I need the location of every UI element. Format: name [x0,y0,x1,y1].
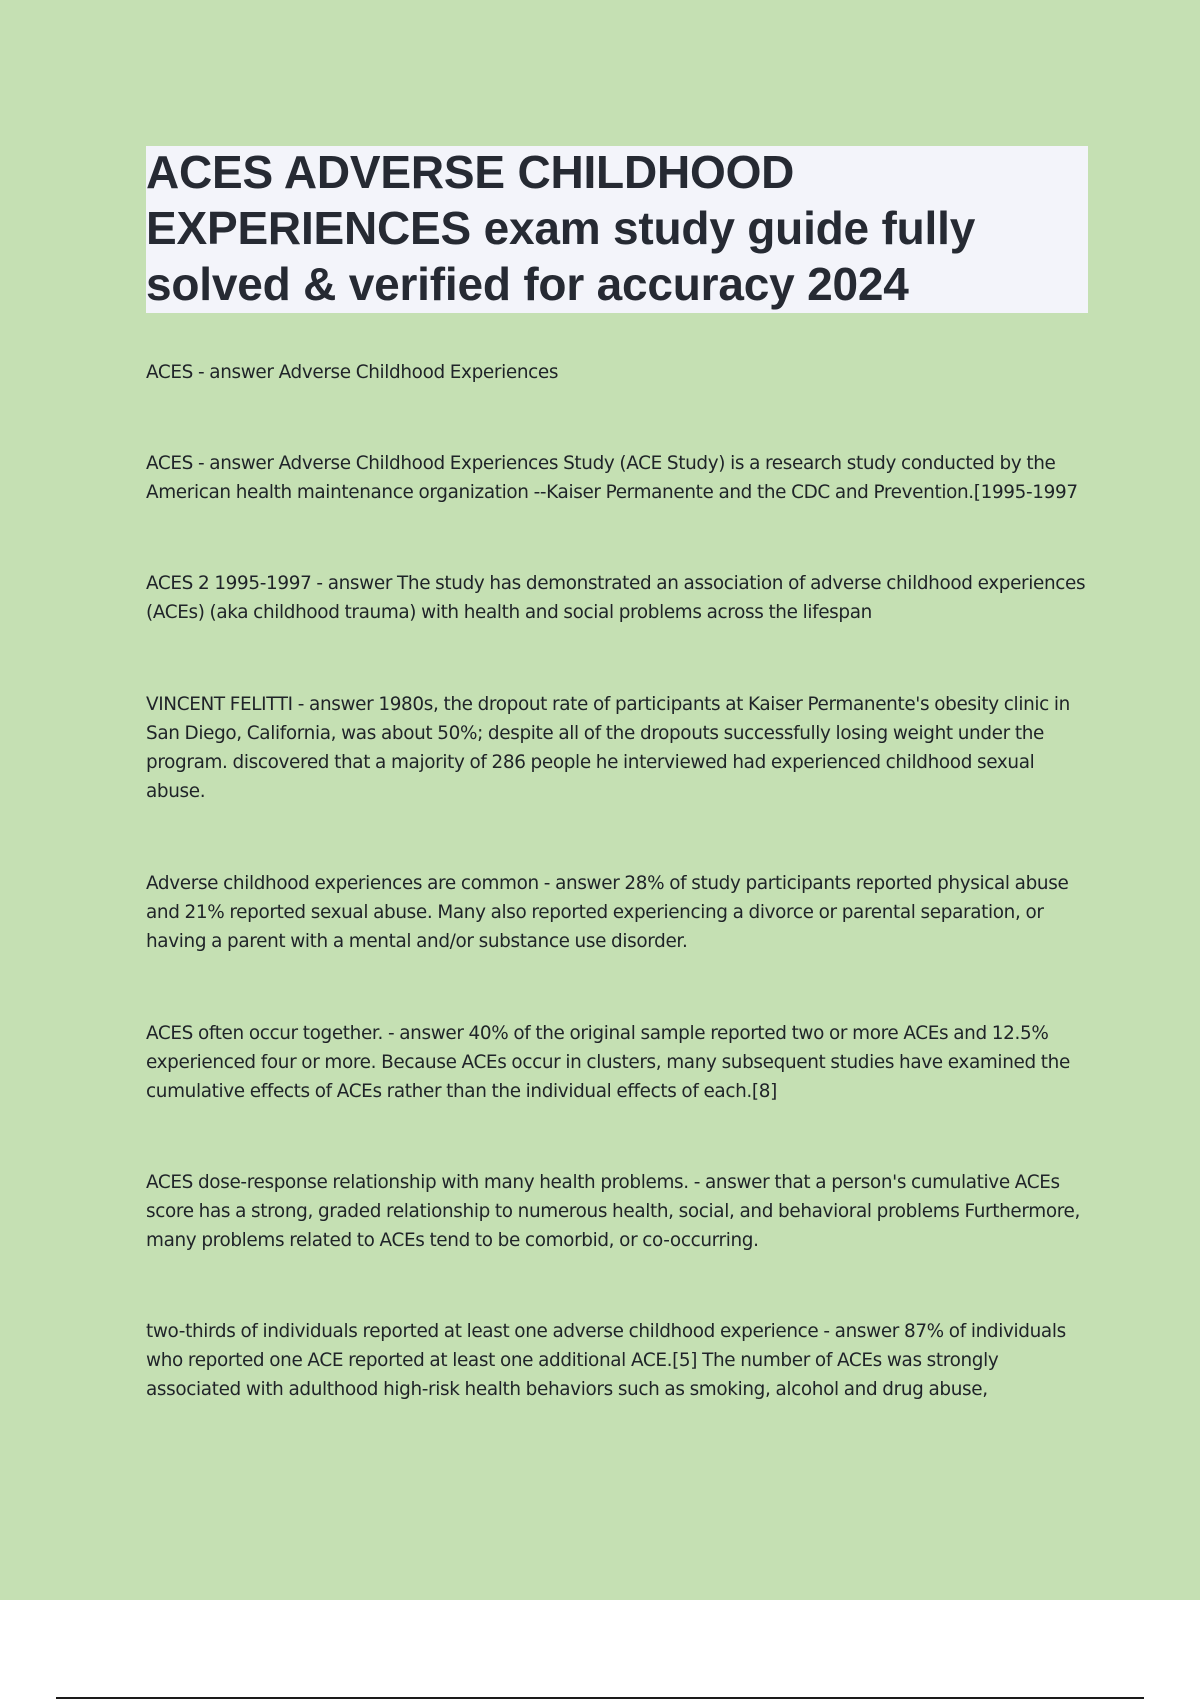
qa-entry: ACES - answer Adverse Childhood Experiences Study (ACE Study) is a research study conducted by the American health maintenance organization --Kaiser Permanente and the CDC and Prevention.[1995-1997 [146,453,1078,503]
qa-entry: ACES dose-response relationship with many health problems. - answer that a person's cumulative ACEs score has a strong, graded relationship to numerous health, social, and behavioral problems Furthermore, many problems related to ACEs tend to be comorbid, or co-occurring. [146,1172,1080,1251]
qa-entry: VINCENT FELITTI - answer 1980s, the dropout rate of participants at Kaiser Permanente's obesity clinic in San Diego, California, was about 50%; despite all of the dropouts successfully losing weight under the program. discovered that a majority of 286 people he interviewed had experienced childhood sexual abuse. [146,694,1070,802]
document-title: ACES ADVERSE CHILDHOOD EXPERIENCES exam study guide fully solved & verified for accuracy 2024 [146,146,976,310]
qa-entry: Adverse childhood experiences are common - answer 28% of study participants reported physical abuse and 21% reported sexual abuse. Many also reported experiencing a divorce or parental separation, or having a parent with a mental and/or substance use disorder. [146,873,1069,952]
qa-entry: two-thirds of individuals reported at least one adverse childhood experience - answer 87% of individuals who reported one ACE reported at least one additional ACE.[5] The number of ACEs was strongly associated with adulthood high-risk health behaviors such as smoking, alcohol and drug abuse, [146,1321,1066,1400]
qa-entry: ACES - answer Adverse Childhood Experiences [146,362,559,383]
title-box [146,146,1088,313]
footer-divider [56,1697,1144,1699]
qa-entry: ACES 2 1995-1997 - answer The study has demonstrated an association of adverse childhood experiences (ACEs) (aka childhood trauma) with health and social problems across the lifespan [146,573,1086,623]
qa-entry: ACES often occur together. - answer 40% of the original sample reported two or more ACEs and 12.5% experienced four or more. Because ACEs occur in clusters, many subsequent studies have examined the cumulative effects of ACEs rather than the individual effects of each.[8] [146,1023,1070,1102]
